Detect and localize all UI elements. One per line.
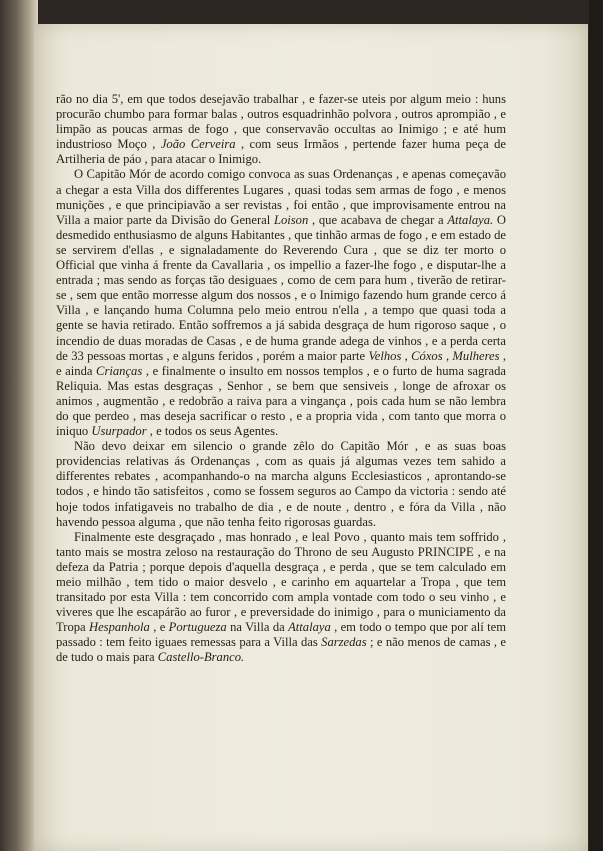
text-segment: rão no dia 5', em que todos desejavão trabalhar , e fazer-se uteis por algum meio : huns procurão chumbo para formar balas , outros esquadrinhão polvora , outros aprompião , e limpão as poucas armas de fogo , que conservavão occultas ao Inimigo ; e até hum industrioso Moço ,	[56, 92, 506, 152]
text-segment: O desmedido enthusiasmo de alguns Habitantes , que tinhão armas de fogo , e em estado de se servirem d'ellas , e signaladamente do Reverendo Cura , que se diz ter morto o Official que vinha á frente da Cavallaria , os impellio a fazer-lhe fogo , e disputar-lhe a entrada ; mas sendo as forças tão desiguaes , como de cem para hum , tiverão de retirar-se , sem que então morresse algum dos nossos , e o Inimigo fazendo hum grande cerco á Villa , e lançando huma Columna pelo meio entrou n'ella , a tempo que quasi toda a gente se havia retirado. Então soffremos a já sabida desgraça de hum rigoroso saque , o incendio de duas moradas de Casas , e de huma grande adega de vinhos , e a perda certa de 33 pessoas mortas , e alguns feridos , porém a maior parte	[56, 212, 506, 363]
italic-text-segment: João Cerveira	[160, 137, 236, 152]
text-segment: Finalmente este desgraçado , mas honrado , e leal Povo , quanto mais tem soffrido , tanto mais se mostra zeloso na restauração do Throno de seu Augusto PRINCIPE , e na defeza da Patria ; porque depois d'aquella desgraça , e perda , que se tem calculado em meio milhão , tem tido o maior desvelo , e carinho em aquartelar a Tropa , que tem transitado por esta Villa : tem concorrido com ampla vontade com todo o seu vinho , e viveres que lhe escapárão ao furor , e preversidade do inimigo , para o municiamento da Tropa	[56, 529, 506, 635]
italic-text-segment: Castello-Branco.	[157, 650, 245, 665]
paragraph	[56, 530, 506, 666]
text-segment: , com seus Irmãos , pertende fazer huma peça de Artilheria de páo , para atacar o Inimigo.	[56, 137, 506, 167]
italic-text-segment: Attalaya	[288, 620, 331, 635]
italic-text-segment: Portugueza	[168, 620, 227, 635]
italic-text-segment: Loison	[273, 212, 309, 227]
text-segment: , e ainda	[56, 348, 506, 378]
paragraph	[56, 92, 506, 167]
text-segment: Não devo deixar em silencio o grande zêlo do Capitão Mór , e as suas boas providencias relativas ás Ordenanças , com as quais já algumas vezes tem sahido a differentes rebates , acompanhando-o na marcha alguns Ecclesiasticos , aprontando-se todos , e hindo tão satisfeitos , como se fossem seguros ao Campo da victoria : sendo até hoje todos infatigaveis no trabalho de dia , e de noute , dentro , e fóra da Villa , não havendo pessoa alguma , que não tenha feito rigorosas guardas.	[56, 439, 506, 529]
paragraph	[56, 439, 506, 530]
text-segment: ; e não menos de camas , e de tudo o mais para	[56, 635, 507, 665]
book-spine	[0, 0, 38, 851]
text-segment: , e finalmente o insulto em nossos templos , e o furto de huma sagrada Reliquia. Mas estas desgraças , Senhor , se bem que sensiveis , longe de afroxar os animos , augmentão , e redobrão a raiva para a vingança , pois cada hum se não lembra do que perdeo , mas deseja sacrificar o resto , e a propria vida , com tanto que morra o iniquo	[56, 363, 506, 439]
italic-text-segment: Velhos , Cóxos , Mulheres	[368, 348, 500, 363]
paragraph	[56, 167, 506, 439]
italic-text-segment: Hespanhola	[88, 620, 150, 635]
text-segment: , que acabava de chegar a	[308, 212, 448, 227]
italic-text-segment: Attalaya.	[447, 212, 494, 227]
text-segment: , em todo o tempo que por alí tem passado : tem feito iguaes remessas para a Villa das	[56, 620, 506, 650]
text-segment: , e todos os seus Agentes.	[146, 424, 279, 439]
page-edge-shadow	[589, 0, 603, 851]
document-body	[56, 92, 506, 666]
text-segment: O Capitão Mór de acordo comigo convoca as suas Ordenanças , e apenas começavão a chegar a esta Villa dos differentes Lugares , quasi todas sem armas de fogo , e menos munições , e que principiavão a ser revistas , foi então , que improvisamente entrou na Villa a maior parte da Divisão do General	[56, 167, 506, 227]
italic-text-segment: Usurpador	[91, 424, 147, 439]
text-segment: , e	[149, 620, 169, 635]
italic-text-segment: Sarzedas	[321, 635, 367, 650]
italic-text-segment: Crianças	[96, 363, 143, 378]
text-segment: na Villa da	[226, 620, 289, 635]
